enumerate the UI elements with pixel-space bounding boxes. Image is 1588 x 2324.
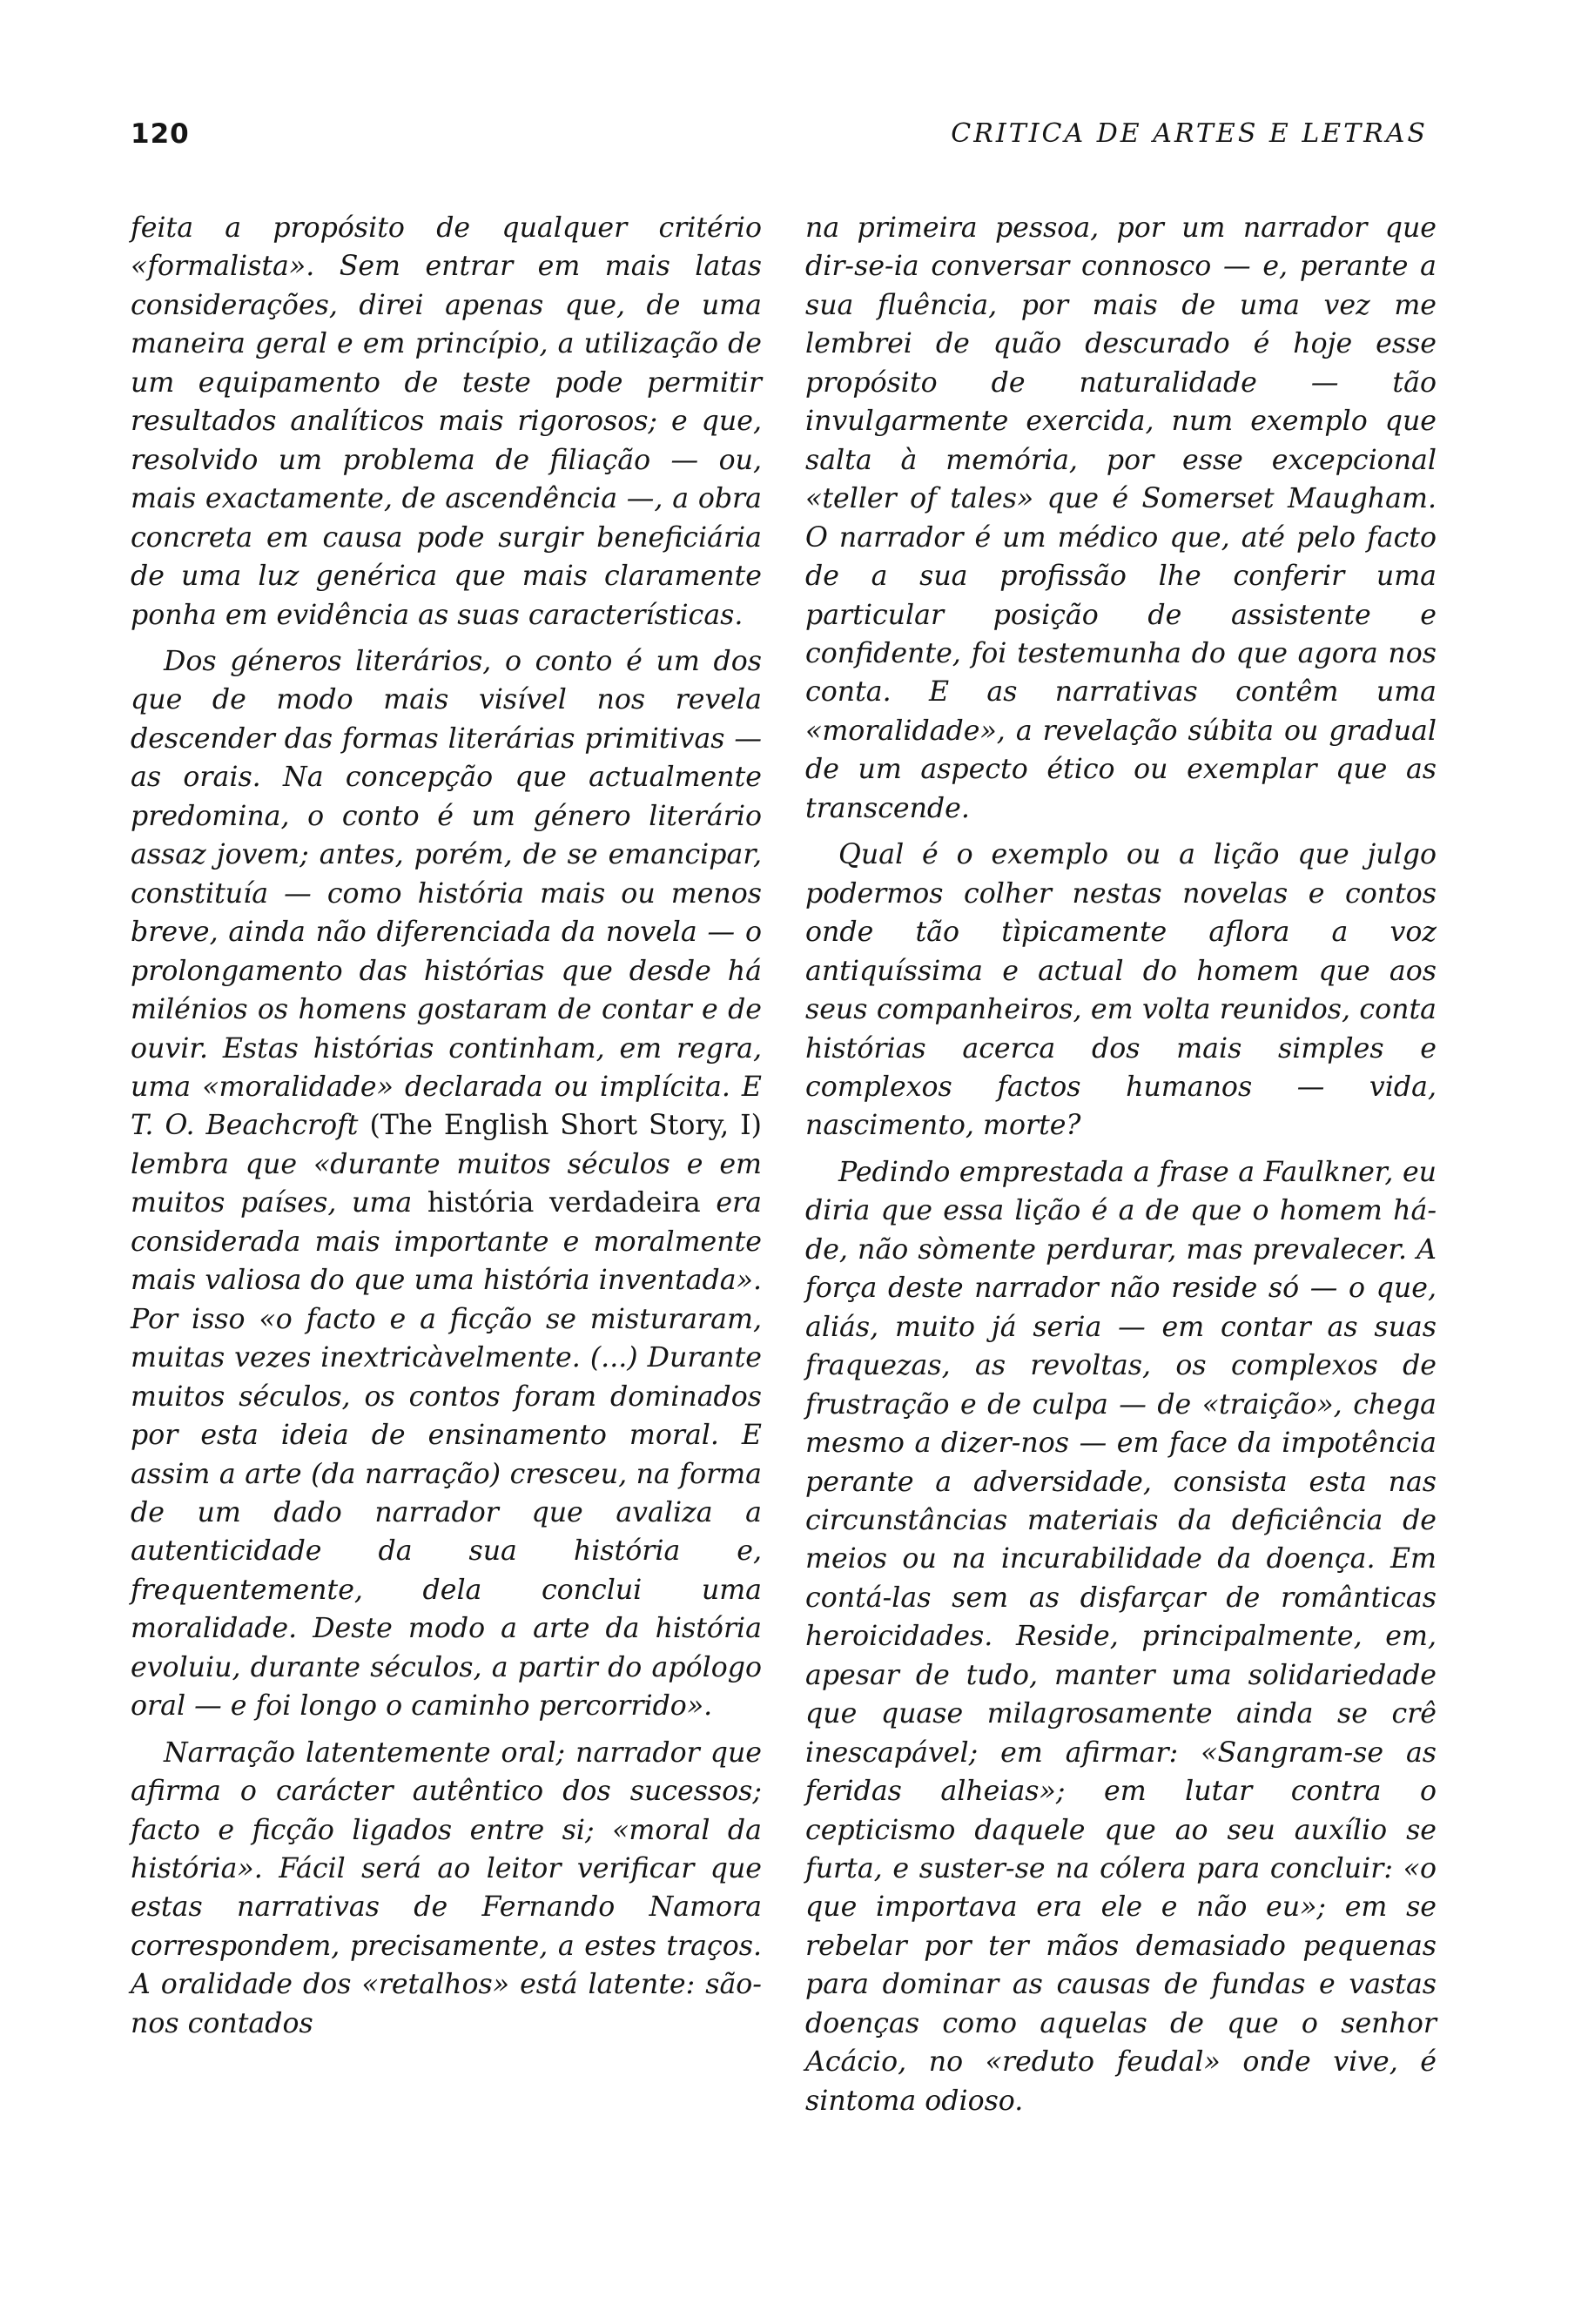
paragraph bbox=[131, 642, 762, 1726]
paragraph-text: era considerada mais importante e moralmente mais valiosa do que uma história inventada». Por isso «o facto e a ficção se misturaram, muitas vezes inextricàvelmente. (...) Durante muitos séculos, os contos foram dominados por esta ideia de ensinamento moral. E assim a arte (da narração) cresceu, na forma de um dado narrador que avaliza a autenticidade da sua história e, frequentemente, dela conclui uma moralidade. Deste modo a arte da história evoluiu, durante séculos, a partir do apólogo oral — e foi longo o caminho percorrido». bbox=[131, 1187, 762, 1723]
paragraph: Narração latentemente oral; narrador que afirma o carácter autêntico dos sucessos; facto e ficção ligados entre si; «moral da história». Fácil será ao leitor verificar que estas narrativas de Fernando Namora correspondem, precisamente, a estes traços. A oralidade dos «retalhos» está latente: são-nos contados bbox=[131, 1736, 762, 2039]
paragraph: Qual é o exemplo ou a lição que julgo podermos colher nestas novelas e contos onde tão tìpicamente aflora a voz antiquíssima e actual do homem que aos seus companheiros, em volta reunidos, conta histórias acerca dos mais simples e complexos factos humanos — vida, nascimento, morte? bbox=[805, 839, 1437, 1142]
paragraph-text: lembra que «durante muitos séculos e em muitos países, uma bbox=[131, 1148, 762, 1219]
paragraph: Pedindo emprestada a frase a Faulkner, eu diria que essa lição é a de que o homem há-de, não sòmente perdurar, mas prevalecer. A força deste narrador não reside só — o que, aliás, muito já seria — em contar as suas fraquezas, as revoltas, os complexos de frustração e de culpa — de «traição», chega mesmo a dizer-nos — em face da impotência perante a adversidade, consista esta nas circunstâncias materiais da deficiência de meios ou na incurabilidade da doença. Em contá-las sem as disfarçar de românticas heroicidades. Reside, principalmente, em, apesar de tudo, manter uma solidariedade que quase milagrosamente ainda se crê inescapável; em afirmar: «Sangram-se as feridas alheias»; em lutar contra o cepticismo daquele que ao seu auxílio se furta, e suster-se na cólera para concluir: «o que importava era ele e não eu»; em se rebelar por ter mãos demasiado pequenas para dominar as causas de fundas e vastas doenças como aquelas de que o senhor Acácio, no «reduto feudal» onde vive, é sintoma odioso. bbox=[805, 1156, 1437, 2117]
book-title: (The English Short Story, I) bbox=[369, 1110, 762, 1142]
page-number: 120 bbox=[131, 118, 190, 150]
right-column bbox=[805, 209, 1437, 2120]
left-column bbox=[131, 209, 762, 2043]
upright-phrase: história verdadeira bbox=[427, 1187, 701, 1219]
paragraph: feita a propósito de qualquer critério «formalista». Sem entrar em mais latas considerações, direi apenas que, de uma maneira geral e em princípio, a utilização de um equipamento de teste pode permitir resultados analíticos mais rigorosos; e que, resolvido um problema de filiação — ou, mais exactamente, de ascendência —, a obra concreta em causa pode surgir beneficiária de uma luz genérica que mais claramente ponha em evidência as suas características. bbox=[131, 212, 762, 631]
paragraph: na primeira pessoa, por um narrador que dir-se-ia conversar connosco — e, perante a sua fluência, por mais de uma vez me lembrei de quão descurado é hoje esse propósito de naturalidade — tão invulgarmente exercida, num exemplo que salta à memória, por esse excepcional «teller of tales» que é Somerset Maugham. O narrador é um médico que, até pelo facto de a sua profissão lhe conferir uma particular posição de assistente e confidente, foi testemunha do que agora nos conta. E as narrativas contêm uma «moralidade», a revelação súbita ou gradual de um aspecto ético ou exemplar que as transcende. bbox=[805, 212, 1437, 824]
paragraph-text: Dos géneros literários, o conto é um dos que de modo mais visível nos revela descender das formas literárias primitivas — as orais. Na concepção que actualmente predomina, o conto é um género literário assaz jovem; antes, porém, de se emancipar, constituía — como história mais ou menos breve, ainda não diferenciada da novela — o prolongamento das histórias que desde há milénios os homens gostaram de contar e de ouvir. Estas histórias continham, em regra, uma «moralidade» declarada ou implícita. E T. O. Beachcroft bbox=[131, 645, 762, 1142]
running-head: CRITICA DE ARTES E LETRAS bbox=[951, 118, 1428, 149]
